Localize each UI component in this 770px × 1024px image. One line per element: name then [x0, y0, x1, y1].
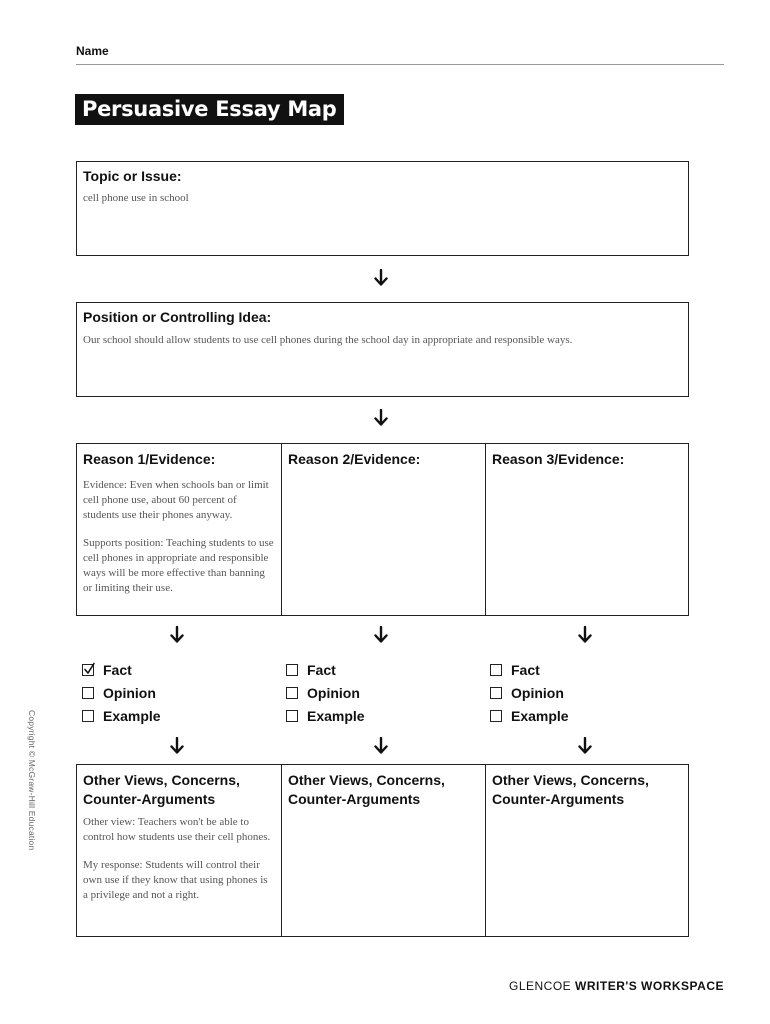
down-arrow-icon — [374, 626, 388, 644]
footer-publisher: GLENCOE — [509, 979, 572, 993]
example-option[interactable] — [82, 704, 272, 727]
name-line[interactable] — [76, 64, 724, 65]
down-arrow-icon — [170, 626, 184, 644]
reason-1-cell[interactable] — [77, 444, 281, 615]
footer-product: WRITER'S WORKSPACE — [575, 979, 724, 993]
position-text: Our school should allow students to use cell phones during the school day in appropriate and responsible ways. — [83, 334, 573, 346]
checkbox[interactable] — [82, 710, 94, 722]
checklist-1 — [82, 658, 272, 727]
checkbox[interactable] — [286, 664, 298, 676]
counter-2-cell[interactable] — [281, 765, 485, 936]
checkbox[interactable] — [490, 664, 502, 676]
reason-3-heading: Reason 3/Evidence: — [492, 451, 625, 467]
checkbox[interactable] — [490, 687, 502, 699]
counter-2-heading-line2: Counter-Arguments — [288, 791, 421, 807]
topic-box[interactable] — [76, 161, 689, 256]
reasons-table — [76, 443, 689, 616]
reason-1-heading: Reason 1/Evidence: — [83, 451, 216, 467]
counter-1-heading-line1: Other Views, Concerns, — [83, 772, 240, 788]
checkbox[interactable] — [286, 687, 298, 699]
footer-brand — [509, 979, 724, 993]
counter-3-cell[interactable] — [485, 765, 688, 936]
opinion-label: Opinion — [511, 684, 564, 701]
down-arrow-icon — [170, 737, 184, 755]
topic-heading: Topic or Issue: — [83, 168, 182, 184]
example-label: Example — [307, 707, 365, 724]
counter-table — [76, 764, 689, 937]
down-arrow-icon — [374, 737, 388, 755]
down-arrow-icon — [374, 409, 388, 427]
counter-1-cell[interactable] — [77, 765, 281, 936]
fact-option[interactable] — [286, 658, 476, 681]
opinion-label: Opinion — [103, 684, 156, 701]
name-label: Name — [76, 44, 109, 58]
reason-3-cell[interactable] — [485, 444, 688, 615]
fact-label: Fact — [511, 661, 540, 678]
reason-1-support: Supports position: Teaching students to use cell phones in appropriate and responsible ways will be more effective than banning or limiting their use. — [83, 537, 274, 594]
fact-option[interactable] — [490, 658, 680, 681]
opinion-option[interactable] — [286, 681, 476, 704]
example-label: Example — [103, 707, 161, 724]
checklist-2 — [286, 658, 476, 727]
copyright-note: Copyright © McGraw-Hill Education — [27, 710, 37, 851]
counter-3-heading-line1: Other Views, Concerns, — [492, 772, 649, 788]
example-label: Example — [511, 707, 569, 724]
checkbox[interactable] — [82, 687, 94, 699]
example-option[interactable] — [286, 704, 476, 727]
down-arrow-icon — [374, 269, 388, 287]
checkbox[interactable] — [82, 664, 94, 676]
checkbox[interactable] — [490, 710, 502, 722]
counter-3-heading-line2: Counter-Arguments — [492, 791, 625, 807]
counter-2-heading-line1: Other Views, Concerns, — [288, 772, 445, 788]
reason-2-heading: Reason 2/Evidence: — [288, 451, 421, 467]
position-heading: Position or Controlling Idea: — [83, 309, 272, 325]
checkbox[interactable] — [286, 710, 298, 722]
counter-1-other-view: Other view: Teachers won't be able to control how students use their cell phones. — [83, 816, 271, 843]
down-arrow-icon — [578, 626, 592, 644]
opinion-label: Opinion — [307, 684, 360, 701]
fact-label: Fact — [307, 661, 336, 678]
counter-1-response: My response: Students will control their own use if they know that using phones is a privilege and not a right. — [83, 859, 268, 901]
topic-text: cell phone use in school — [83, 192, 189, 204]
example-option[interactable] — [490, 704, 680, 727]
opinion-option[interactable] — [82, 681, 272, 704]
opinion-option[interactable] — [490, 681, 680, 704]
fact-option[interactable] — [82, 658, 272, 681]
counter-1-heading-line2: Counter-Arguments — [83, 791, 216, 807]
page-title: Persuasive Essay Map — [75, 94, 344, 125]
down-arrow-icon — [578, 737, 592, 755]
checkmark-icon — [82, 662, 96, 676]
reason-1-evidence: Evidence: Even when schools ban or limit cell phone use, about 60 percent of students use their phones anyway. — [83, 479, 269, 521]
position-box[interactable] — [76, 302, 689, 397]
checklist-3 — [490, 658, 680, 727]
fact-label: Fact — [103, 661, 132, 678]
reason-2-cell[interactable] — [281, 444, 485, 615]
